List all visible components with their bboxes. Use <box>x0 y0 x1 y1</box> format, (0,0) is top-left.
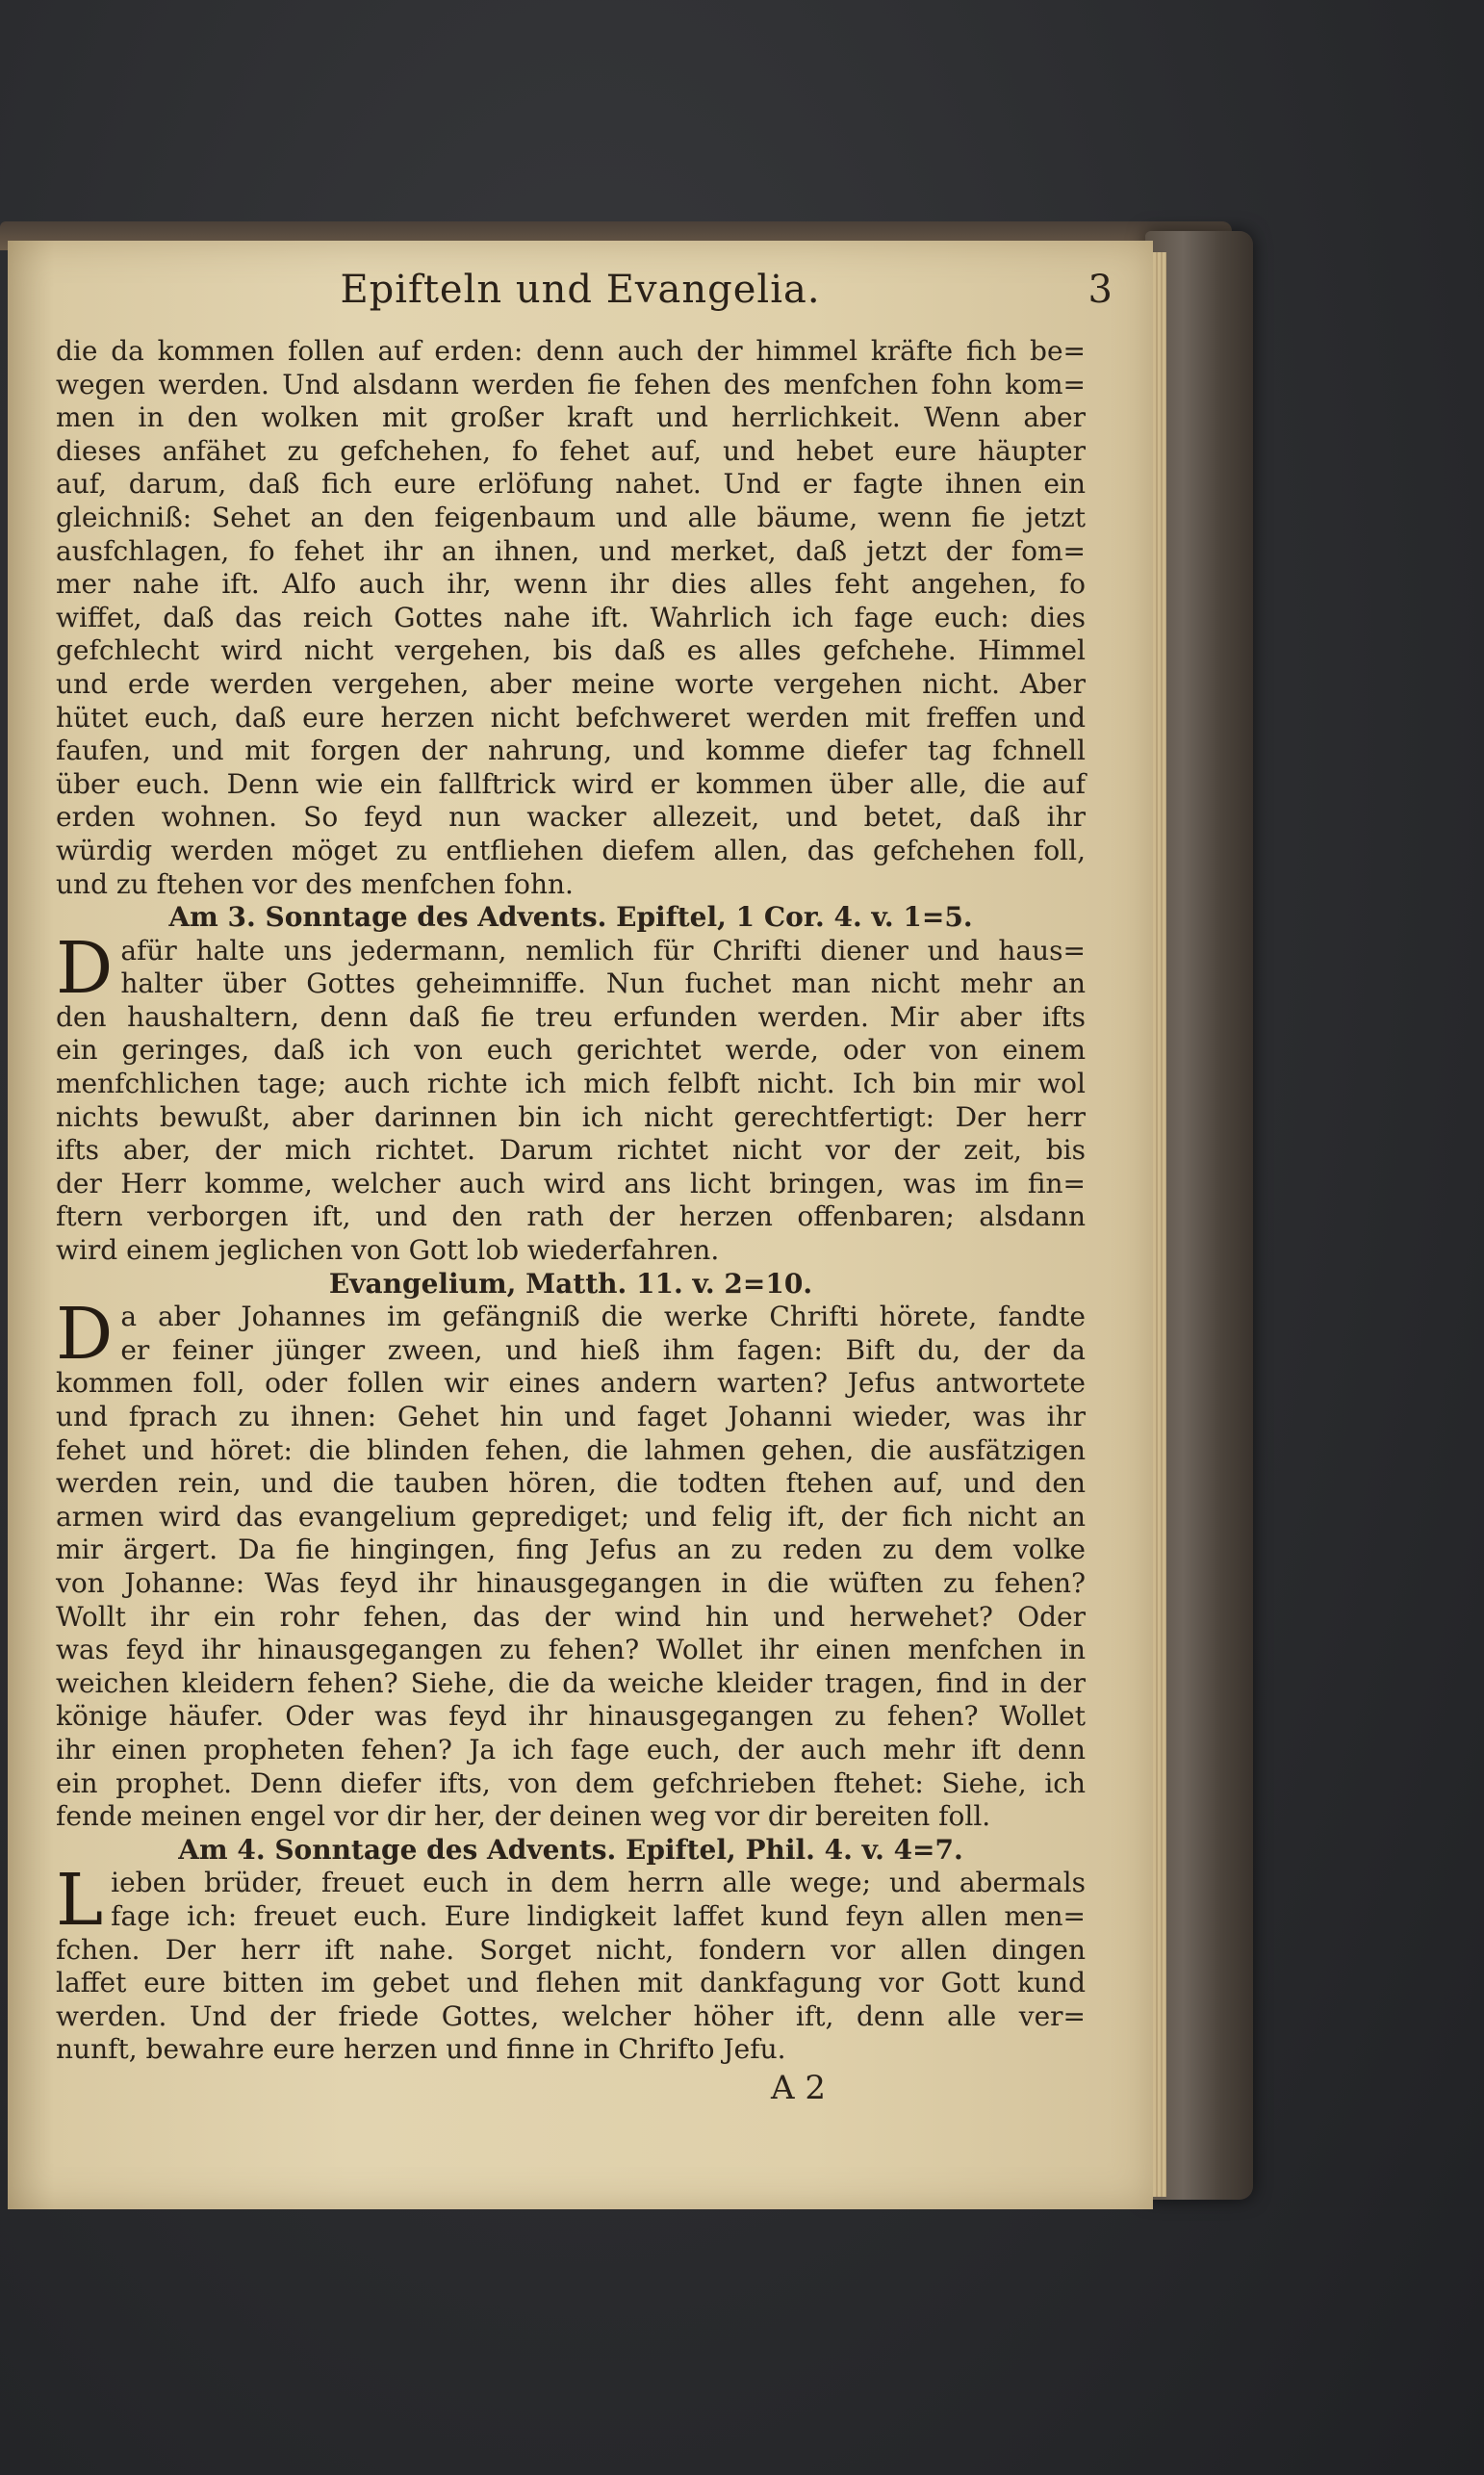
text-line: kommen foll, oder follen wir eines andern warten? Jefus antwortete <box>56 1367 1086 1400</box>
text-line: ieben brüder, freuet euch in dem herrn alle wege; und abermals <box>111 1867 1086 1899</box>
text-line: über euch. Denn wie ein fallftrick wird er kommen über alle, die auf <box>56 767 1086 800</box>
text-line: ftern verborgen ift, und den rath der herzen offenbaren; alsdann <box>56 1200 1086 1233</box>
text-line: fchen. Der herr ift nahe. Sorget nicht, fondern vor allen dingen <box>56 1933 1086 1966</box>
section-heading-advent-4: Am 4. Sonntage des Advents. Epiftel, Phil. 4. v. 4=7. <box>178 1833 963 1866</box>
text-line: ihr einen propheten fehen? Ja ich fage euch, der auch mehr ift denn <box>56 1733 1086 1766</box>
text-line: fage ich: freuet euch. Eure lindigkeit laffet kund feyn allen men= <box>111 1899 1086 1932</box>
text-line: der Herr komme, welcher auch wird ans licht bringen, was im fin= <box>56 1167 1086 1199</box>
text-line: gleichniß: Sehet an den feigenbaum und alle bäume, wenn fie jetzt <box>56 501 1086 533</box>
catchword: A 2 <box>771 2068 826 2107</box>
text-line: und fprach zu ihnen: Gehet hin und faget Johanni wieder, was ihr <box>56 1401 1086 1432</box>
continuation-paragraph <box>56 335 1086 901</box>
running-head: Epifteln und Evangelia. <box>340 268 821 312</box>
text-line: wegen werden. Und alsdann werden fie fehen des menfchen fohn kom= <box>56 368 1086 400</box>
page-number: 3 <box>1087 268 1113 312</box>
text-line: fende meinen engel vor dir her, der deinen weg vor dir bereiten foll. <box>56 1800 991 1833</box>
text-line: werden. Und der friede Gottes, welcher höher ift, denn alle ver= <box>56 1999 1086 2032</box>
text-line: dieses anfähet zu gefchehen, fo fehet auf, und hebet eure häupter <box>56 434 1086 467</box>
text-line: mir ärgert. Da fie hingingen, fing Jefus an zu reden zu dem volke <box>56 1534 1086 1566</box>
gospel-heading-advent-3: Evangelium, Matth. 11. v. 2=10. <box>328 1267 813 1300</box>
text-line: afür halte uns jedermann, nemlich für Chrifti diener und haus= <box>120 934 1086 967</box>
text-line: er feiner jünger zween, und hieß ihm fagen: Bift du, der da <box>120 1333 1086 1366</box>
text-line: wiffet, daß das reich Gottes nahe ift. Wahrlich ich fage euch: dies <box>56 601 1086 633</box>
text-line: ifts aber, der mich richtet. Darum richtet nicht vor der zeit, bis <box>56 1134 1086 1167</box>
text-line: menfchlichen tage; auch richte ich mich felbft nicht. Ich bin mir wol <box>56 1068 1086 1100</box>
text-line: Wollt ihr ein rohr fehen, das der wind hin und herwehet? Oder <box>56 1600 1086 1633</box>
text-line: hütet euch, daß eure herzen nicht befchweret werden mit freffen und <box>56 701 1086 734</box>
gospel-paragraph-advent-3 <box>56 1293 1086 1834</box>
text-line: wird einem jeglichen von Gott lob wiederfahren. <box>56 1234 720 1267</box>
text-line: würdig werden möget zu entfliehen diefem allen, das gefchehen foll, <box>56 834 1086 866</box>
text-line: mer nahe ift. Alfo auch ihr, wenn ihr dies alles feht angehen, fo <box>56 568 1086 601</box>
section-heading-advent-3: Am 3. Sonntage des Advents. Epiftel, 1 Cor. 4. v. 1=5. <box>168 901 973 934</box>
text-line: ein geringes, daß ich von euch gerichtet werde, oder von einem <box>56 1034 1086 1067</box>
text-line: erden wohnen. So feyd nun wacker allezeit, und betet, daß ihr <box>56 801 1086 834</box>
page-text <box>56 335 1086 2105</box>
text-line: könige häufer. Oder was feyd ihr hinausgegangen zu fehen? Wollet <box>56 1700 1086 1733</box>
text-line: laffet eure bitten im gebet und flehen mit dankfagung vor Gott kund <box>56 1967 1086 1999</box>
drop-cap: D <box>56 1293 114 1377</box>
text-line: von Johanne: Was feyd ihr hinausgegangen in die wüften zu fehen? <box>56 1566 1086 1599</box>
drop-cap: L <box>56 1859 104 1943</box>
text-line: was feyd ihr hinausgegangen zu fehen? Wollet ihr einen menfchen in <box>56 1634 1086 1666</box>
text-line: weichen kleidern fehen? Siehe, die da weiche kleider tragen, find in der <box>56 1666 1086 1699</box>
text-line: faufen, und mit forgen der nahrung, und komme diefer tag fchnell <box>56 735 1086 767</box>
text-line: auf, darum, daß fich eure erlöfung nahet. Und er fagte ihnen ein <box>56 468 1086 501</box>
page-header <box>8 268 1153 316</box>
text-line: gefchlecht wird nicht vergehen, bis daß es alles gefchehe. Himmel <box>56 634 1086 667</box>
book-page <box>8 241 1153 2209</box>
text-line: armen wird das evangelium geprediget; und felig ift, der fich nicht an <box>56 1500 1086 1533</box>
text-line: ein prophet. Denn diefer ifts, von dem gefchrieben ftehet: Siehe, ich <box>56 1766 1086 1799</box>
text-line: den haushaltern, denn daß fie treu erfunden werden. Mir aber ifts <box>56 1000 1086 1033</box>
text-line: und zu ftehen vor des menfchen fohn. <box>56 867 574 900</box>
text-line: men in den wolken mit großer kraft und herrlichkeit. Wenn aber <box>56 401 1086 434</box>
epistle-paragraph-advent-4 <box>56 1859 1086 2067</box>
text-line: nichts bewußt, aber darinnen bin ich nicht gerechtfertigt: Der herr <box>56 1100 1086 1133</box>
text-line: ausfchlagen, fo fehet ihr an ihnen, und merket, daß jetzt der fom= <box>56 534 1086 567</box>
text-line: werden rein, und die tauben hören, die todten ftehen auf, und den <box>56 1467 1086 1500</box>
text-line: halter über Gottes geheimniffe. Nun fuchet man nicht mehr an <box>120 967 1086 1000</box>
text-line: a aber Johannes im gefängniß die werke Chrifti hörete, fandte <box>120 1301 1086 1333</box>
epistle-paragraph-advent-3 <box>56 926 1086 1268</box>
drop-cap: D <box>56 926 114 1010</box>
text-line: fehet und höret: die blinden fehen, die lahmen gehen, die ausfätzigen <box>56 1433 1086 1466</box>
text-line: nunft, bewahre eure herzen und finne in Chrifto Jefu. <box>56 2033 786 2066</box>
text-line: und erde werden vergehen, aber meine worte vergehen nicht. Aber <box>56 667 1086 700</box>
text-line: die da kommen follen auf erden: denn auch der himmel kräfte fich be= <box>56 335 1086 367</box>
